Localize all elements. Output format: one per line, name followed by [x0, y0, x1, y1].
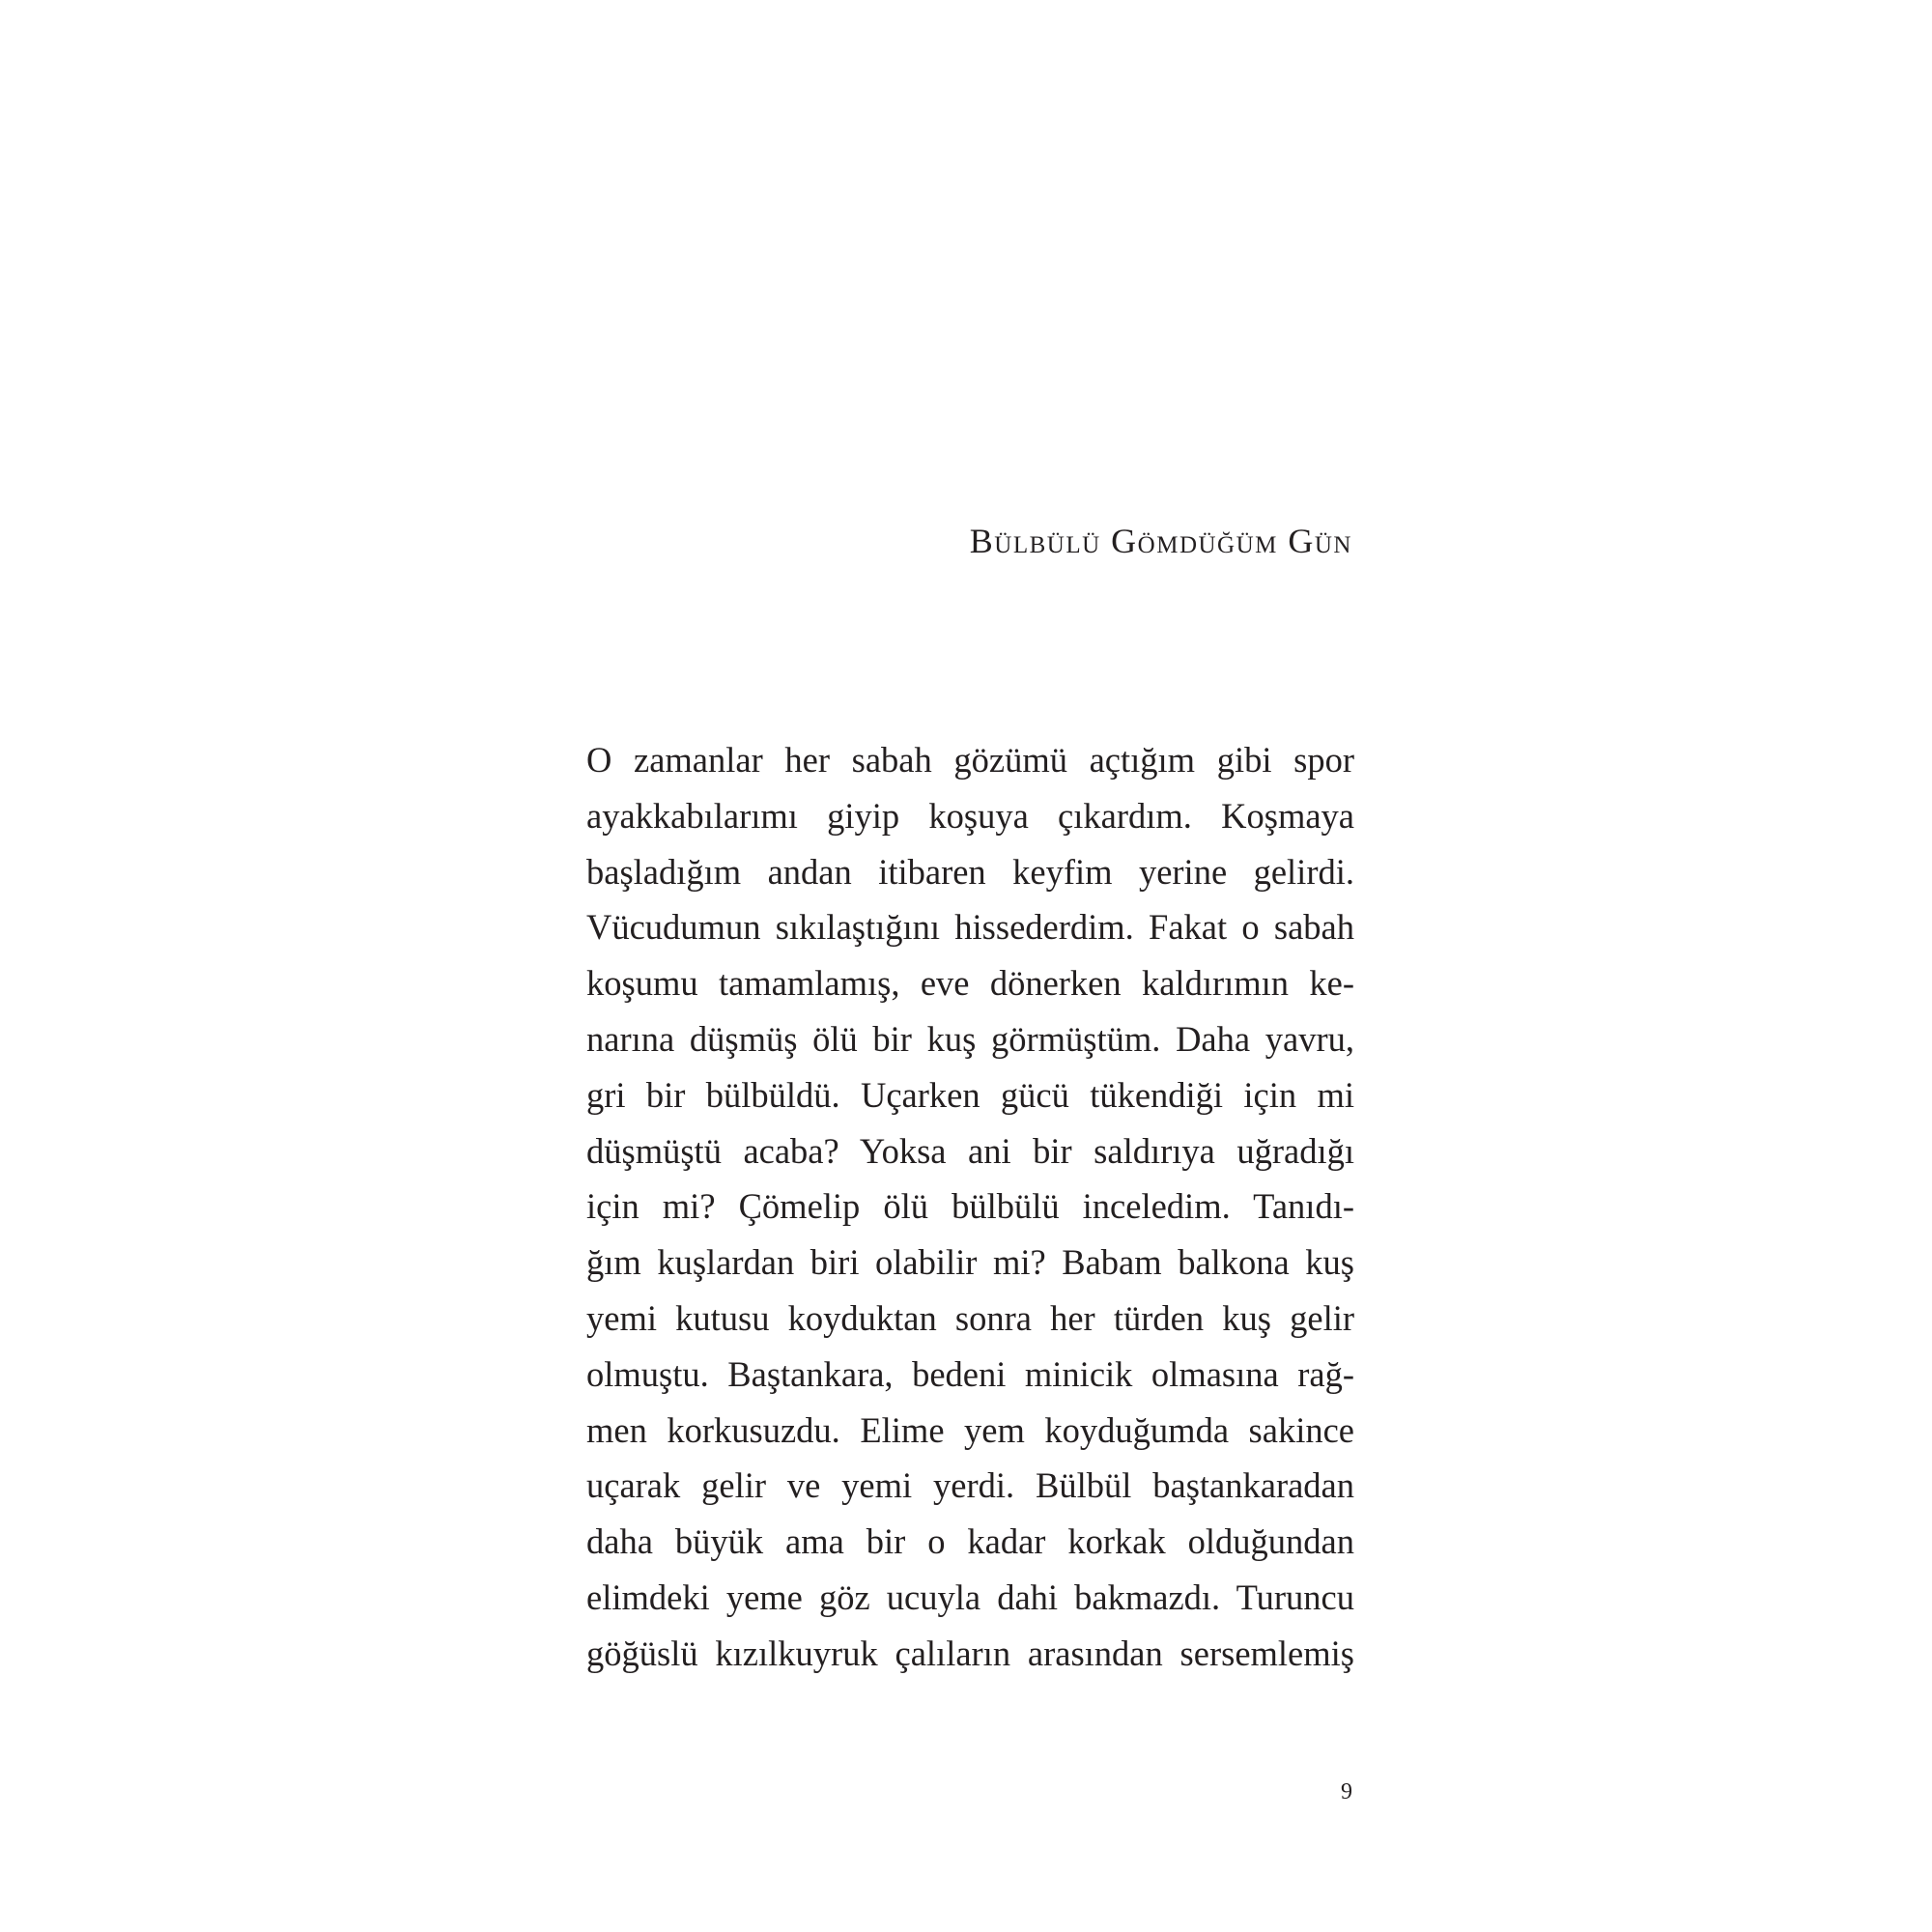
- text-line: yemi kutusu koyduktan sonra her türden kuş gelir: [586, 1297, 1354, 1338]
- chapter-title: Bülbülü Gömdüğüm Gün: [969, 522, 1352, 560]
- text-line: uçarak gelir ve yemi yerdi. Bülbül baştankaradan: [586, 1465, 1354, 1506]
- text-line: men korkusuzdu. Elime yem koyduğumda sakince: [586, 1409, 1354, 1450]
- page-number: 9: [1341, 1779, 1352, 1804]
- text-line: gri bir bülbüldü. Uçarken gücü tükendiği için mi: [586, 1074, 1354, 1115]
- text-line: Vücudumun sıkılaştığını hissederdim. Fakat o sabah: [586, 907, 1354, 948]
- text-line: O zamanlar her sabah gözümü açtığım gibi spor: [586, 740, 1354, 780]
- text-line: elimdeki yeme göz ucuyla dahi bakmazdı. Turuncu: [586, 1577, 1354, 1617]
- text-line: narına düşmüş ölü bir kuş görmüştüm. Daha yavru,: [586, 1018, 1354, 1059]
- text-line: koşumu tamamlamış, eve dönerken kaldırımın ke-: [586, 963, 1354, 1004]
- text-line: ayakkabılarımı giyip koşuya çıkardım. Koşmaya: [586, 795, 1354, 836]
- text-line: göğüslü kızılkuyruk çalıların arasından sersemlemiş: [586, 1633, 1354, 1673]
- text-line: ğım kuşlardan biri olabilir mi? Babam balkona kuş: [586, 1242, 1354, 1283]
- text-line: için mi? Çömelip ölü bülbülü inceledim. Tanıdı-: [586, 1186, 1354, 1227]
- text-line: başladığım andan itibaren keyfim yerine gelirdi.: [586, 851, 1354, 892]
- text-line: düşmüştü acaba? Yoksa ani bir saldırıya uğradığı: [586, 1130, 1354, 1171]
- body-paragraph: [586, 732, 1354, 1682]
- text-line: olmuştu. Baştankara, bedeni minicik olmasına rağ-: [586, 1353, 1354, 1394]
- text-line: daha büyük ama bir o kadar korkak olduğundan: [586, 1521, 1354, 1562]
